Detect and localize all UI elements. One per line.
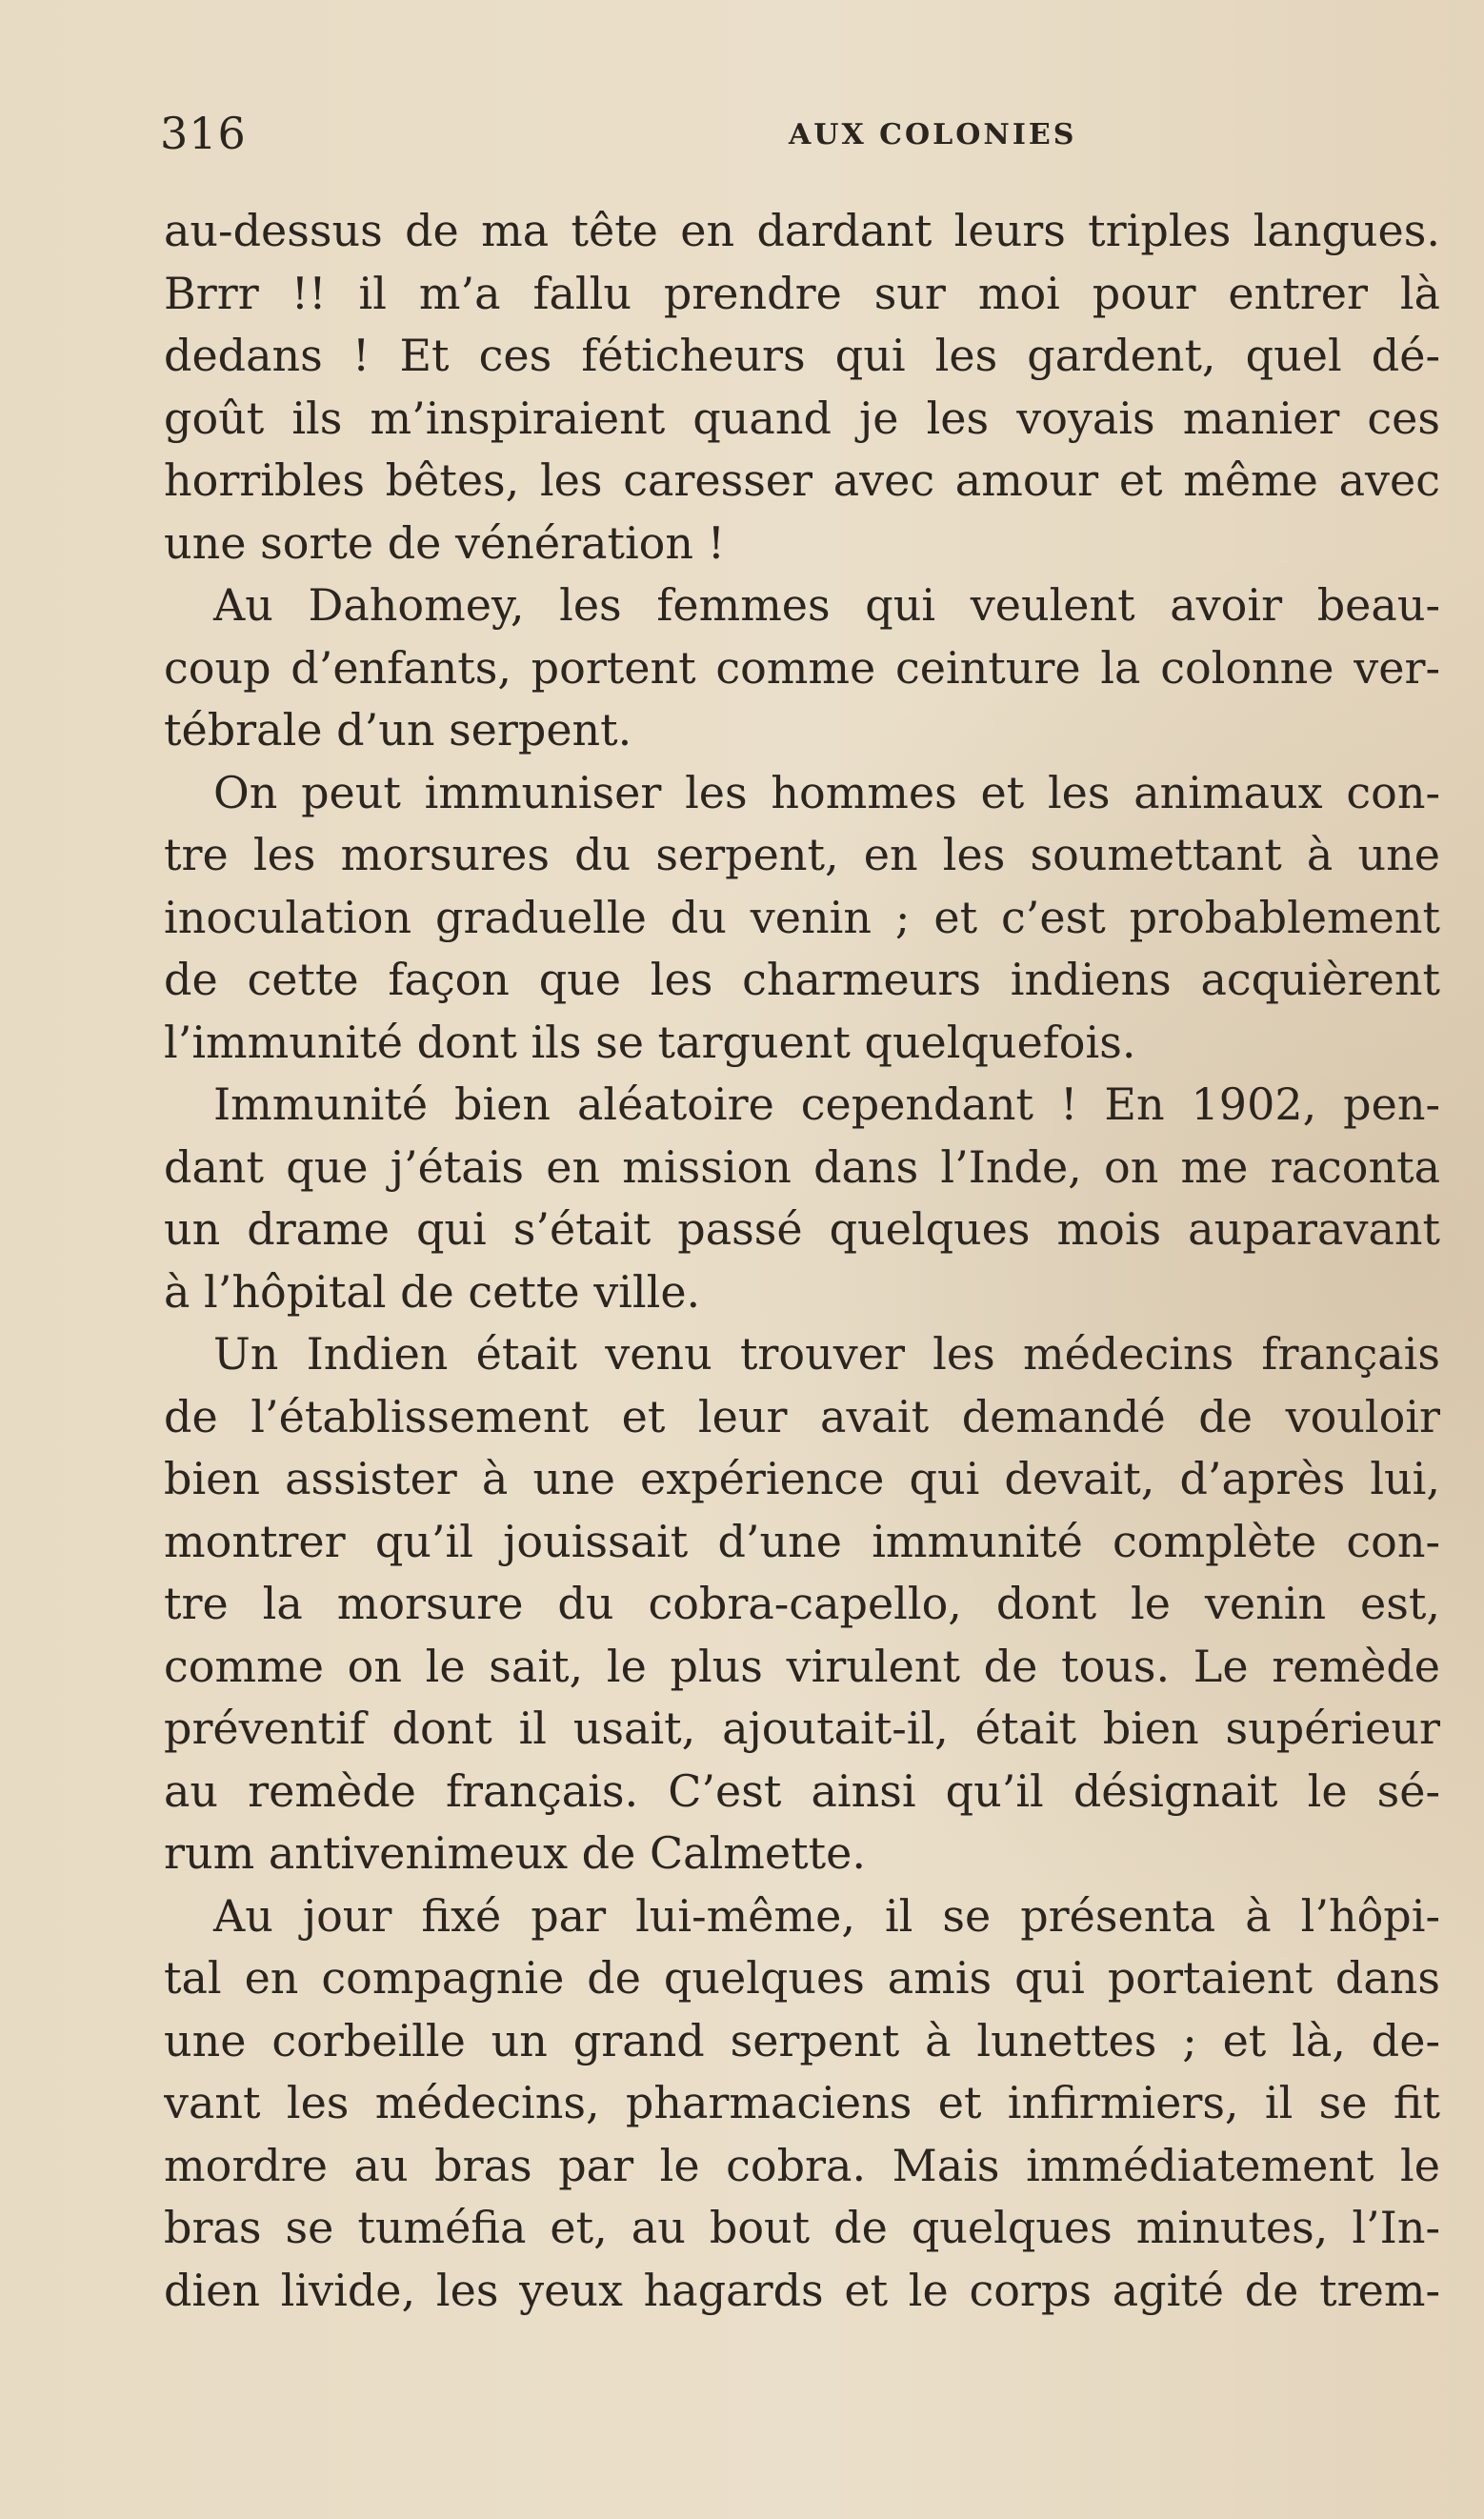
- text-line: rum antivenimeux de Calmette.: [164, 1827, 866, 1879]
- text-line: dedans ! Et ces féticheurs qui les gardent, quel dé-: [164, 330, 1440, 381]
- text-line: horribles bêtes, les caresser avec amour et même avec: [164, 454, 1440, 506]
- text-line: de cette façon que les charmeurs indiens acquièrent: [164, 954, 1440, 1005]
- text-line: préventif dont il usait, ajoutait-il, était bien supérieur: [164, 1703, 1440, 1754]
- text-line: dien livide, les yeux hagards et le corps agité de trem-: [164, 2264, 1440, 2316]
- body-text: [164, 200, 1440, 2322]
- text-line: montrer qu’il jouissait d’une immunité complète con-: [164, 1515, 1440, 1567]
- text-line: une corbeille un grand serpent à lunettes ; et là, de-: [164, 2014, 1440, 2066]
- text-line: un drame qui s’était passé quelques mois auparavant: [164, 1203, 1440, 1255]
- page-number: 316: [160, 108, 247, 159]
- text-line: bras se tuméfia et, au bout de quelques minutes, l’In-: [164, 2202, 1440, 2253]
- text-line: bien assister à une expérience qui devait, d’après lui,: [164, 1453, 1440, 1504]
- text-line: goût ils m’inspiraient quand je les voyais manier ces: [164, 392, 1440, 444]
- text-line: dant que j’étais en mission dans l’Inde, on me raconta: [164, 1140, 1440, 1193]
- text-line: Au jour fixé par lui-même, il se présenta à l’hôpi-: [213, 1889, 1440, 1942]
- text-line: à l’hôpital de cette ville.: [164, 1265, 701, 1318]
- text-line: Au Dahomey, les femmes qui veulent avoir beau-: [213, 579, 1440, 631]
- text-line: inoculation graduelle du venin ; et c’est probablement: [164, 891, 1440, 943]
- running-title: AUX COLONIES: [789, 118, 1077, 151]
- text-line: Brrr !! il m’a fallu prendre sur moi pour entrer là: [164, 267, 1440, 319]
- text-line: Un Indien était venu trouver les médecins français: [213, 1328, 1440, 1380]
- text-line: au-dessus de ma tête en dardant leurs triples langues.: [164, 205, 1440, 256]
- text-line: de l’établissement et leur avait demandé de vouloir: [164, 1390, 1440, 1442]
- text-line: comme on le sait, le plus virulent de tous. Le remède: [164, 1640, 1440, 1692]
- text-line: tre les morsures du serpent, en les soumettant à une: [164, 829, 1440, 880]
- text-line: l’immunité dont ils se targuent quelquefois.: [164, 1016, 1136, 1068]
- text-line: vant les médecins, pharmaciens et infirmiers, il se fit: [164, 2077, 1440, 2128]
- text-line: au remède français. C’est ainsi qu’il désignait le sé-: [164, 1764, 1440, 1817]
- page-header: [160, 105, 1436, 162]
- text-line: tébrale d’un serpent.: [164, 704, 632, 756]
- text-line: mordre au bras par le cobra. Mais immédiatement le: [164, 2139, 1440, 2191]
- text-line: tre la morsure du cobra-capello, dont le venin est,: [164, 1578, 1440, 1629]
- text-line: Immunité bien aléatoire cependant ! En 1902, pen-: [213, 1078, 1440, 1130]
- text-line: une sorte de vénération !: [164, 516, 726, 569]
- text-line: coup d’enfants, portent comme ceinture la colonne ver-: [164, 641, 1440, 694]
- text-line: On peut immuniser les hommes et les animaux con-: [213, 766, 1440, 818]
- text-line: tal en compagnie de quelques amis qui portaient dans: [164, 1952, 1440, 2004]
